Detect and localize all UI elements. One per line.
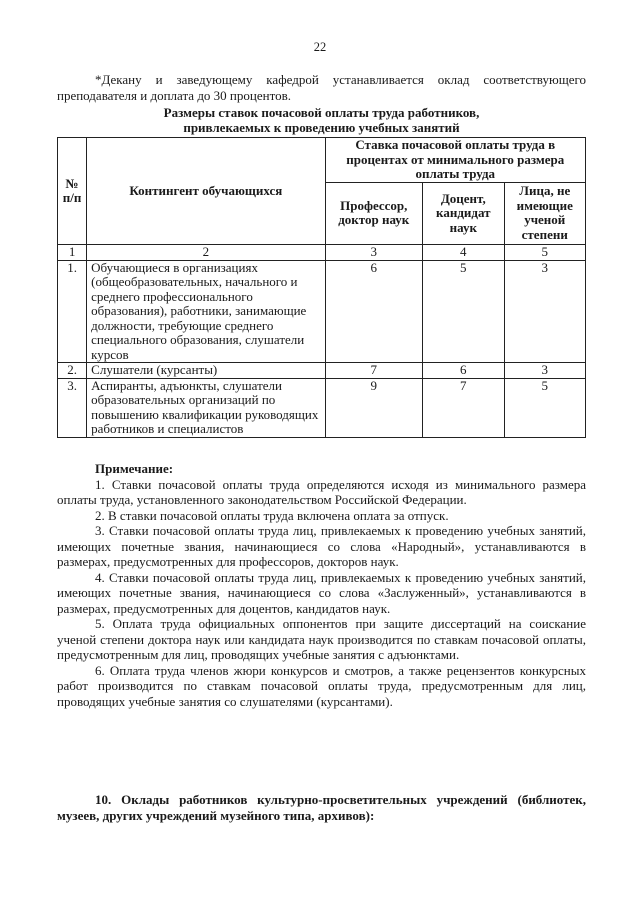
table-title-line-2: привлекаемых к проведению учебных занятий xyxy=(183,119,460,135)
table-row xyxy=(58,260,586,363)
row-rate-docent: 7 xyxy=(423,378,504,437)
note-item: 4. Ставки почасовой оплаты труда лиц, привлекаемых к проведению учебных занятий, имеющих почетные звания, начинающиеся со слова «Заслуженный», устанавливаются в размерах, предусмотренных для доцентов, кандидатов наук. xyxy=(57,569,586,616)
note-item: 5. Оплата труда официальных оппонентов при защите диссертаций на соискание ученой степени доктора наук или кандидата наук производится по ставкам почасовой оплаты, предусмотренным для лиц, проводящих учебные занятия с адъюнктами. xyxy=(57,616,586,662)
note-item: 2. В ставки почасовой оплаты труда включена оплата за отпуск. xyxy=(95,507,449,523)
row-rate-professor: 6 xyxy=(325,260,423,363)
row-rate-docent: 5 xyxy=(423,260,504,363)
header-num: № п/п xyxy=(58,138,87,245)
note-item: 1. Ставки почасовой оплаты труда определяются исходя из минимального размера оплаты труда, установленного законодательством Российской Федерации. xyxy=(57,476,586,507)
header-rate-group: Ставка почасовой оплаты труда в процентах от минимального размера оплаты труда xyxy=(325,138,586,183)
table-title xyxy=(57,106,586,135)
table-header-row xyxy=(58,138,586,183)
row-rate-professor: 9 xyxy=(325,378,423,437)
column-number: 3 xyxy=(325,245,423,261)
intro-text: *Декану и заведующему кафедрой устанавливается оклад соответствующего преподавателя и доплата до 30 процентов. xyxy=(57,72,586,103)
table-title-line-1: Размеры ставок почасовой оплаты труда работников, xyxy=(163,105,480,120)
table-row xyxy=(58,378,586,437)
row-rate-docent: 6 xyxy=(423,363,504,379)
rates-table xyxy=(57,137,586,438)
column-number: 2 xyxy=(87,245,325,261)
row-rate-no-degree: 3 xyxy=(504,363,586,379)
notes-block xyxy=(57,461,586,709)
table-row xyxy=(58,363,586,379)
header-professor: Профессор, доктор наук xyxy=(325,182,423,245)
column-number: 1 xyxy=(58,245,87,261)
section-heading: 10. Оклады работников культурно-просветительных учреждений (библиотек, музеев, других учреждений музейного типа, архивов): xyxy=(57,792,586,823)
column-number: 5 xyxy=(504,245,586,261)
row-rate-no-degree: 5 xyxy=(504,378,586,437)
intro-paragraph xyxy=(57,72,586,103)
row-number: 2. xyxy=(58,363,87,379)
note-item: 6. Оплата труда членов жюри конкурсов и смотров, а также рецензентов конкурсных работ производится по ставкам почасовой оплаты труда, предусмотренным для лиц, проводящих учебные занятия со слушателями (курсантами). xyxy=(57,662,586,709)
column-number: 4 xyxy=(423,245,504,261)
row-rate-no-degree: 3 xyxy=(504,260,586,363)
header-no-degree: Лица, не имеющие ученой степени xyxy=(504,182,586,245)
row-contingent: Слушатели (курсанты) xyxy=(87,363,325,379)
row-contingent: Обучающиеся в организациях (общеобразовательных, начального и среднего профессионального образования), работники, занимающие должности, требующие среднего специального образования, слушатели курсов xyxy=(87,260,325,363)
section-heading-block xyxy=(57,792,586,823)
row-rate-professor: 7 xyxy=(325,363,423,379)
notes-heading: Примечание: xyxy=(95,461,174,476)
row-contingent: Аспиранты, адъюнкты, слушатели образовательных организаций по повышению квалификации руководящих работников и специалистов xyxy=(87,378,325,437)
header-contingent: Контингент обучающихся xyxy=(87,138,325,245)
page-number: 22 xyxy=(313,40,327,54)
column-number-row xyxy=(58,245,586,261)
row-number: 1. xyxy=(58,260,87,363)
row-number: 3. xyxy=(58,378,87,437)
note-item: 3. Ставки почасовой оплаты труда лиц, привлекаемых к проведению учебных занятий, имеющих почетные звания, начинающиеся со слова «Народный», устанавливаются в размерах, предусмотренных для профессоров, докторов наук. xyxy=(57,523,586,569)
header-docent: Доцент, кандидат наук xyxy=(423,182,504,245)
